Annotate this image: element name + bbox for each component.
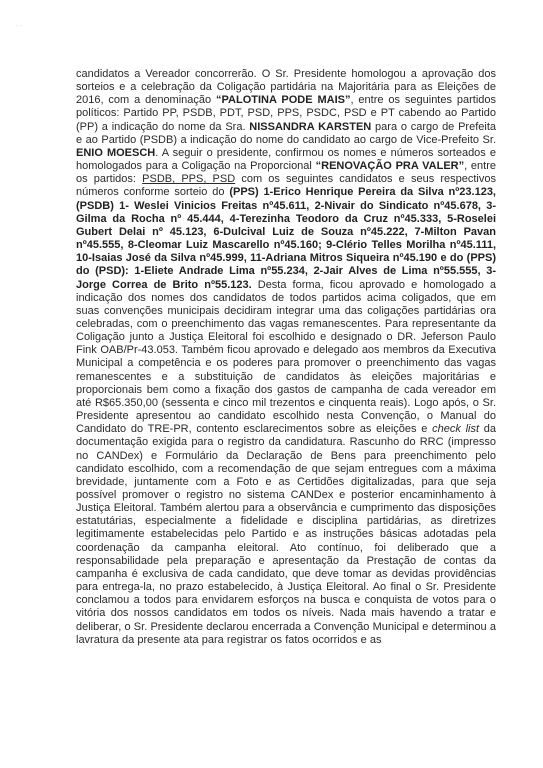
proportional-parties: PSDB, PPS, PSD	[142, 173, 236, 186]
text-segment: Desta forma, ficou aprovado e homologado a indicação dos nomes dos candidatos de todos partidos acima coligados, que em suas convenções municipais decidiram integrar uma das coligações partidárias ora celebradas, com o preenchimento das vagas remanescentes. Para representante da Coligação junto a Justiça Eleitoral foi escolhido e designado o DR. Jeferson Paulo Fink OAB/Pr-43.053. Também ficou aprovado e delegado aos membros da Executiva Municipal a competência e os poderes para promover o preenchimento das vagas remanescentes e a substituição de candidatos às eleições majoritárias e proporcionais bem como a fixação dos gastos de campanha de cada vereador em até R$65.350,00 (sessenta e cinco mil trezentos e cinquenta reais). Logo após, o Sr. Presidente apresentou ao candidato escolhido nesta Convenção, o Manual do Candidato do TRE-PR, contento esclarecimentos sobre as eleições e	[76, 278, 497, 436]
vice-mayor-candidate-name: ENIO MOESCH	[76, 146, 156, 159]
text-segment: , entre os seguintes partidos políticos: Partido PP, PSDB, PDT, PSD, PPS, PSDC, PSD e PT cabendo ao Partido (PP) a indicação do nome da Sra.	[76, 94, 497, 133]
minutes-body-text	[76, 68, 496, 647]
coalition-proportional-name: “RENOVAÇÃO PRA VALER”	[315, 160, 465, 173]
text-segment: . A seguir o presidente, confirmou os nomes e números sorteados e homologados para a Coligação na Proporcional	[76, 146, 496, 173]
text-segment: da documentação exigida para o registro da candidatura. Rascunho do RRC (impresso no CANDex) e Formulário da Declaração de Bens para preenchimento pelo candidato escolhido, com a recomendação de que sejam entregues com a máxima brevidade, juntamente com a Foto e as Certidões digitalizadas, para que seja possível promover o registro no sistema CANDex e posterior encaminhamento à Justiça Eleitoral. Também alertou para a observância e cumprimento das disposições estatutárias, especialmente a fidelidade e disciplina partidárias, as diretrizes legitimamente estabelecidas pelo Partido e as instruções básicas adotadas pela coordenação da campanha eleitoral. Ato contínuo, foi deliberado que a responsabilidade pela preparação e apresentação da Prestação de contas da campanha é exclusiva de cada candidato, que deve tomar as devidas providências para entrega-la, no prazo estabelecido, à Justiça Eleitoral. Ao final o Sr. Presidente conclamou a todos para envidarem esforços na busca e conquista de votos para o vitória dos nossos candidatos em todos os níveis. Nada mais havendo a tratar e deliberar, o Sr. Presidente declarou encerrada a Convenção Municipal e determinou a lavratura da presente ata para registrar os fatos ocorridos e as	[76, 423, 496, 646]
text-segment: , entre os partidos:	[76, 160, 496, 186]
text-segment: para o cargo de Prefeita e ao Partido (PSDB) a indicação do nome do candidato ao cargo de Vice-Prefeito Sr.	[76, 120, 496, 146]
candidate-list: (PPS) 1-Erico Henrique Pereira da Silva nº23.123, (PSDB) 1- Weslei Vinicios Freitas nº45.611, 2-Nivair do Sindicato nº45.678, 3-Gilma da Rocha nº 45.444, 4-Terezinha Teodoro da Cruz nº45.333, 5-Roselei Gubert Delai nº 45.123, 6-Dulcival Luiz de Souza nº45.222, 7-Milton Pavan nº45.555, 8-Cleomar Luiz Mascarello nº45.160; 9-Clério Telles Morilha nº45.111, 10-Isaias José da Silva nº45.999, 11-Adriana Mitros Siqueira nº45.190 e do (PPS) do (PSD): 1-Eliete Andrade Lima nº55.234, 2-Jair Alves de Lima nº55.555, 3-Jorge Correa de Brito nº55.123.	[76, 186, 496, 291]
coalition-majoritarian-name: “PALOTINA PODE MAIS”	[216, 94, 351, 107]
text-segment: candidatos a Vereador concorrerão. O Sr. Presidente homologou a aprovação dos sorteios e a celebração da Coligação partidária na Majoritária para as Eleições de 2016, com a denominação	[76, 68, 496, 107]
text-segment: com os seguintes candidatos e seus respectivos números conforme sorteio do	[76, 173, 496, 199]
check-list-term: check list	[432, 423, 480, 436]
mayor-candidate-name: NISSANDRA KARSTEN	[249, 120, 372, 133]
scan-mark: ˙ ˙	[16, 26, 23, 33]
